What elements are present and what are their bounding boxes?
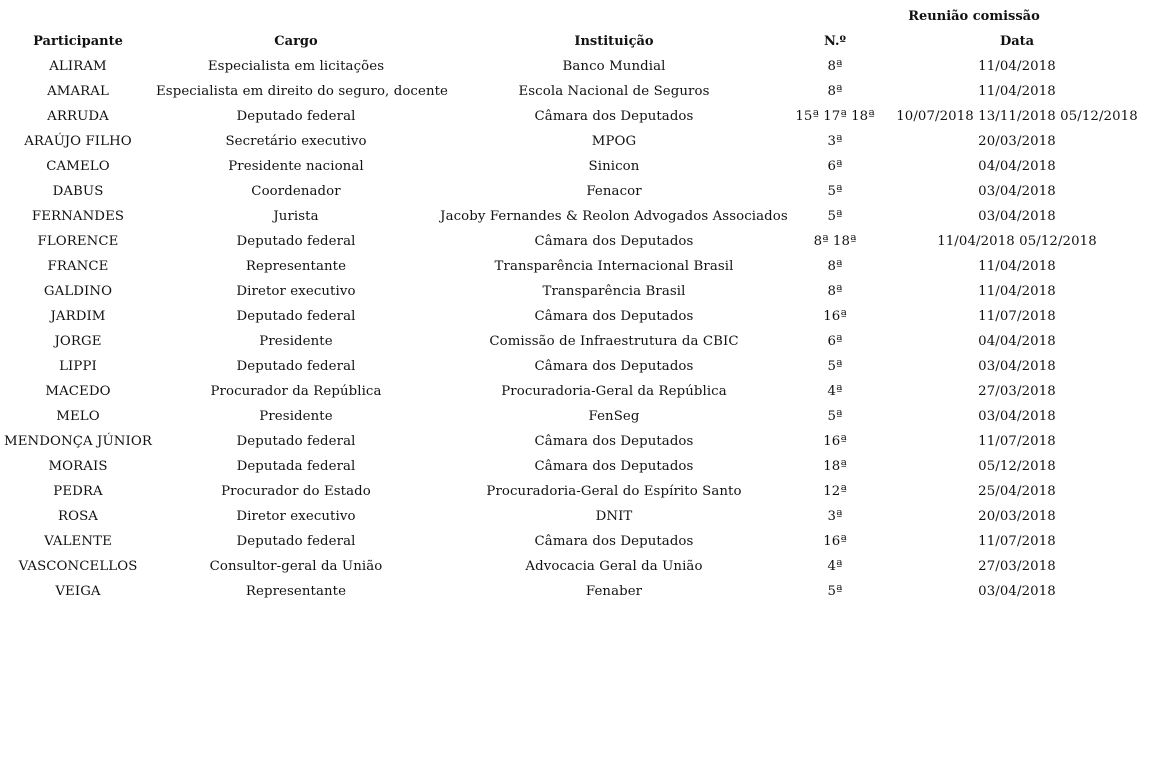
header-group-reuniao-comissao: Reunião comissão bbox=[908, 9, 1040, 24]
table-row bbox=[0, 204, 1156, 229]
cell-numero: 15ª 17ª 18ª bbox=[795, 109, 875, 124]
cell-participante: CAMELO bbox=[46, 159, 110, 174]
cell-cargo: Deputada federal bbox=[236, 459, 356, 474]
cell-instituicao: Advocacia Geral da União bbox=[525, 559, 703, 574]
participants-table-container bbox=[0, 4, 1156, 604]
cell-numero: 5ª bbox=[827, 584, 843, 599]
cell-numero: 5ª bbox=[827, 409, 843, 424]
table-row bbox=[0, 279, 1156, 304]
cell-cargo: Presidente bbox=[259, 334, 333, 349]
cell-instituicao: Câmara dos Deputados bbox=[534, 234, 694, 249]
cell-participante: ALIRAM bbox=[49, 59, 107, 74]
cell-numero: 16ª bbox=[823, 434, 847, 449]
table-row bbox=[0, 404, 1156, 429]
cell-cargo: Diretor executivo bbox=[236, 284, 356, 299]
cell-numero: 12ª bbox=[823, 484, 847, 499]
cell-participante: FLORENCE bbox=[37, 234, 119, 249]
cell-data: 11/04/2018 bbox=[978, 259, 1056, 274]
table-row bbox=[0, 154, 1156, 179]
cell-numero: 16ª bbox=[823, 309, 847, 324]
cell-participante: VALENTE bbox=[44, 534, 112, 549]
table-row bbox=[0, 254, 1156, 279]
cell-instituicao: Sinicon bbox=[588, 159, 640, 174]
cell-participante: JARDIM bbox=[50, 309, 106, 324]
cell-data: 20/03/2018 bbox=[978, 509, 1056, 524]
cell-instituicao: Câmara dos Deputados bbox=[534, 309, 694, 324]
cell-cargo: Deputado federal bbox=[236, 109, 356, 124]
cell-numero: 6ª bbox=[827, 334, 843, 349]
cell-cargo: Consultor-geral da União bbox=[209, 559, 383, 574]
cell-participante: ROSA bbox=[57, 509, 99, 524]
cell-data: 11/07/2018 bbox=[978, 434, 1056, 449]
table-row bbox=[0, 504, 1156, 529]
header-empty-cell bbox=[0, 4, 156, 29]
cell-numero: 6ª bbox=[827, 159, 843, 174]
table-row bbox=[0, 554, 1156, 579]
cell-numero: 16ª bbox=[823, 534, 847, 549]
cell-numero: 5ª bbox=[827, 209, 843, 224]
cell-cargo: Diretor executivo bbox=[236, 509, 356, 524]
cell-cargo: Deputado federal bbox=[236, 234, 356, 249]
cell-data: 03/04/2018 bbox=[978, 584, 1056, 599]
cell-instituicao: Procuradoria-Geral do Espírito Santo bbox=[486, 484, 742, 499]
cell-data: 03/04/2018 bbox=[978, 359, 1056, 374]
cell-numero: 4ª bbox=[827, 384, 843, 399]
cell-participante: MELO bbox=[56, 409, 100, 424]
cell-participante: GALDINO bbox=[43, 284, 113, 299]
header-group-row bbox=[0, 4, 1156, 29]
cell-data: 03/04/2018 bbox=[978, 209, 1056, 224]
cell-numero: 3ª bbox=[827, 134, 843, 149]
cell-cargo: Deputado federal bbox=[236, 309, 356, 324]
cell-data: 11/04/2018 bbox=[978, 284, 1056, 299]
cell-instituicao: Transparência Internacional Brasil bbox=[494, 259, 734, 274]
cell-data: 20/03/2018 bbox=[978, 134, 1056, 149]
cell-cargo: Especialista em licitações bbox=[207, 59, 385, 74]
cell-data: 11/07/2018 bbox=[978, 534, 1056, 549]
cell-numero: 3ª bbox=[827, 509, 843, 524]
header-empty-cell bbox=[156, 4, 436, 29]
cell-participante: VEIGA bbox=[55, 584, 101, 599]
cell-data: 25/04/2018 bbox=[978, 484, 1056, 499]
column-header-numero: N.º bbox=[823, 34, 847, 49]
cell-instituicao: Câmara dos Deputados bbox=[534, 359, 694, 374]
cell-cargo: Presidente nacional bbox=[228, 159, 364, 174]
cell-participante: ARRUDA bbox=[47, 109, 109, 124]
cell-data: 11/04/2018 bbox=[978, 59, 1056, 74]
header-empty-cell bbox=[436, 4, 792, 29]
table-row bbox=[0, 129, 1156, 154]
cell-data: 04/04/2018 bbox=[978, 159, 1056, 174]
cell-instituicao: DNIT bbox=[595, 509, 633, 524]
cell-cargo: Deputado federal bbox=[236, 434, 356, 449]
cell-instituicao: Jacoby Fernandes & Reolon Advogados Associados bbox=[440, 209, 788, 224]
cell-data: 11/04/2018 bbox=[978, 84, 1056, 99]
column-header-participante: Participante bbox=[33, 34, 123, 49]
cell-data: 03/04/2018 bbox=[978, 184, 1056, 199]
cell-data: 04/04/2018 bbox=[978, 334, 1056, 349]
cell-participante: ARAÚJO FILHO bbox=[24, 134, 132, 149]
cell-numero: 5ª bbox=[827, 359, 843, 374]
cell-instituicao: Banco Mundial bbox=[562, 59, 666, 74]
cell-data: 05/12/2018 bbox=[978, 459, 1056, 474]
cell-instituicao: FenSeg bbox=[588, 409, 640, 424]
cell-instituicao: MPOG bbox=[591, 134, 637, 149]
cell-data: 27/03/2018 bbox=[978, 384, 1056, 399]
cell-cargo: Representante bbox=[245, 259, 347, 274]
cell-instituicao: Fenaber bbox=[585, 584, 643, 599]
cell-data: 03/04/2018 bbox=[978, 409, 1056, 424]
cell-numero: 8ª bbox=[827, 259, 843, 274]
cell-instituicao: Câmara dos Deputados bbox=[534, 534, 694, 549]
table-row bbox=[0, 179, 1156, 204]
cell-cargo: Representante bbox=[245, 584, 347, 599]
cell-instituicao: Câmara dos Deputados bbox=[534, 459, 694, 474]
cell-instituicao: Fenacor bbox=[586, 184, 642, 199]
cell-numero: 5ª bbox=[827, 184, 843, 199]
cell-numero: 8ª bbox=[827, 59, 843, 74]
table-row bbox=[0, 579, 1156, 604]
cell-instituicao: Transparência Brasil bbox=[542, 284, 686, 299]
cell-cargo: Presidente bbox=[259, 409, 333, 424]
cell-numero: 4ª bbox=[827, 559, 843, 574]
cell-numero: 18ª bbox=[823, 459, 847, 474]
table-row bbox=[0, 104, 1156, 129]
participants-table bbox=[0, 4, 1156, 604]
cell-instituicao: Procuradoria-Geral da República bbox=[501, 384, 727, 399]
cell-participante: MORAIS bbox=[48, 459, 108, 474]
cell-participante: FRANCE bbox=[47, 259, 109, 274]
cell-participante: FERNANDES bbox=[31, 209, 125, 224]
column-header-cargo: Cargo bbox=[274, 34, 318, 49]
cell-data: 10/07/2018 13/11/2018 05/12/2018 bbox=[896, 109, 1138, 124]
cell-participante: MENDONÇA JÚNIOR bbox=[4, 434, 152, 449]
cell-data: 11/04/2018 05/12/2018 bbox=[937, 234, 1097, 249]
cell-cargo: Jurista bbox=[273, 209, 319, 224]
table-row bbox=[0, 79, 1156, 104]
column-header-data: Data bbox=[999, 34, 1035, 49]
table-row bbox=[0, 304, 1156, 329]
cell-cargo: Especialista em direito do seguro, docente bbox=[156, 84, 449, 99]
cell-participante: AMARAL bbox=[47, 84, 109, 99]
cell-participante: VASCONCELLOS bbox=[18, 559, 138, 574]
cell-participante: MACEDO bbox=[45, 384, 111, 399]
table-row bbox=[0, 54, 1156, 79]
cell-cargo: Deputado federal bbox=[236, 534, 356, 549]
cell-cargo: Coordenador bbox=[251, 184, 341, 199]
cell-participante: PEDRA bbox=[53, 484, 103, 499]
table-row bbox=[0, 354, 1156, 379]
cell-numero: 8ª bbox=[827, 284, 843, 299]
cell-data: 27/03/2018 bbox=[978, 559, 1056, 574]
cell-participante: DABUS bbox=[52, 184, 104, 199]
table-row bbox=[0, 329, 1156, 354]
table-row bbox=[0, 454, 1156, 479]
cell-numero: 8ª bbox=[827, 84, 843, 99]
column-header-instituicao: Instituição bbox=[574, 34, 654, 49]
cell-cargo: Procurador da República bbox=[210, 384, 382, 399]
cell-instituicao: Escola Nacional de Seguros bbox=[518, 84, 710, 99]
table-row bbox=[0, 379, 1156, 404]
table-row bbox=[0, 429, 1156, 454]
cell-participante: JORGE bbox=[54, 334, 102, 349]
header-columns-row bbox=[0, 29, 1156, 54]
table-row bbox=[0, 229, 1156, 254]
table-body bbox=[0, 54, 1156, 604]
cell-participante: LIPPI bbox=[59, 359, 97, 374]
cell-numero: 8ª 18ª bbox=[813, 234, 857, 249]
cell-cargo: Procurador do Estado bbox=[221, 484, 371, 499]
cell-cargo: Deputado federal bbox=[236, 359, 356, 374]
cell-instituicao: Câmara dos Deputados bbox=[534, 434, 694, 449]
cell-instituicao: Comissão de Infraestrutura da CBIC bbox=[489, 334, 739, 349]
table-row bbox=[0, 529, 1156, 554]
cell-data: 11/07/2018 bbox=[978, 309, 1056, 324]
table-row bbox=[0, 479, 1156, 504]
cell-instituicao: Câmara dos Deputados bbox=[534, 109, 694, 124]
table-header bbox=[0, 4, 1156, 54]
cell-cargo: Secretário executivo bbox=[225, 134, 367, 149]
